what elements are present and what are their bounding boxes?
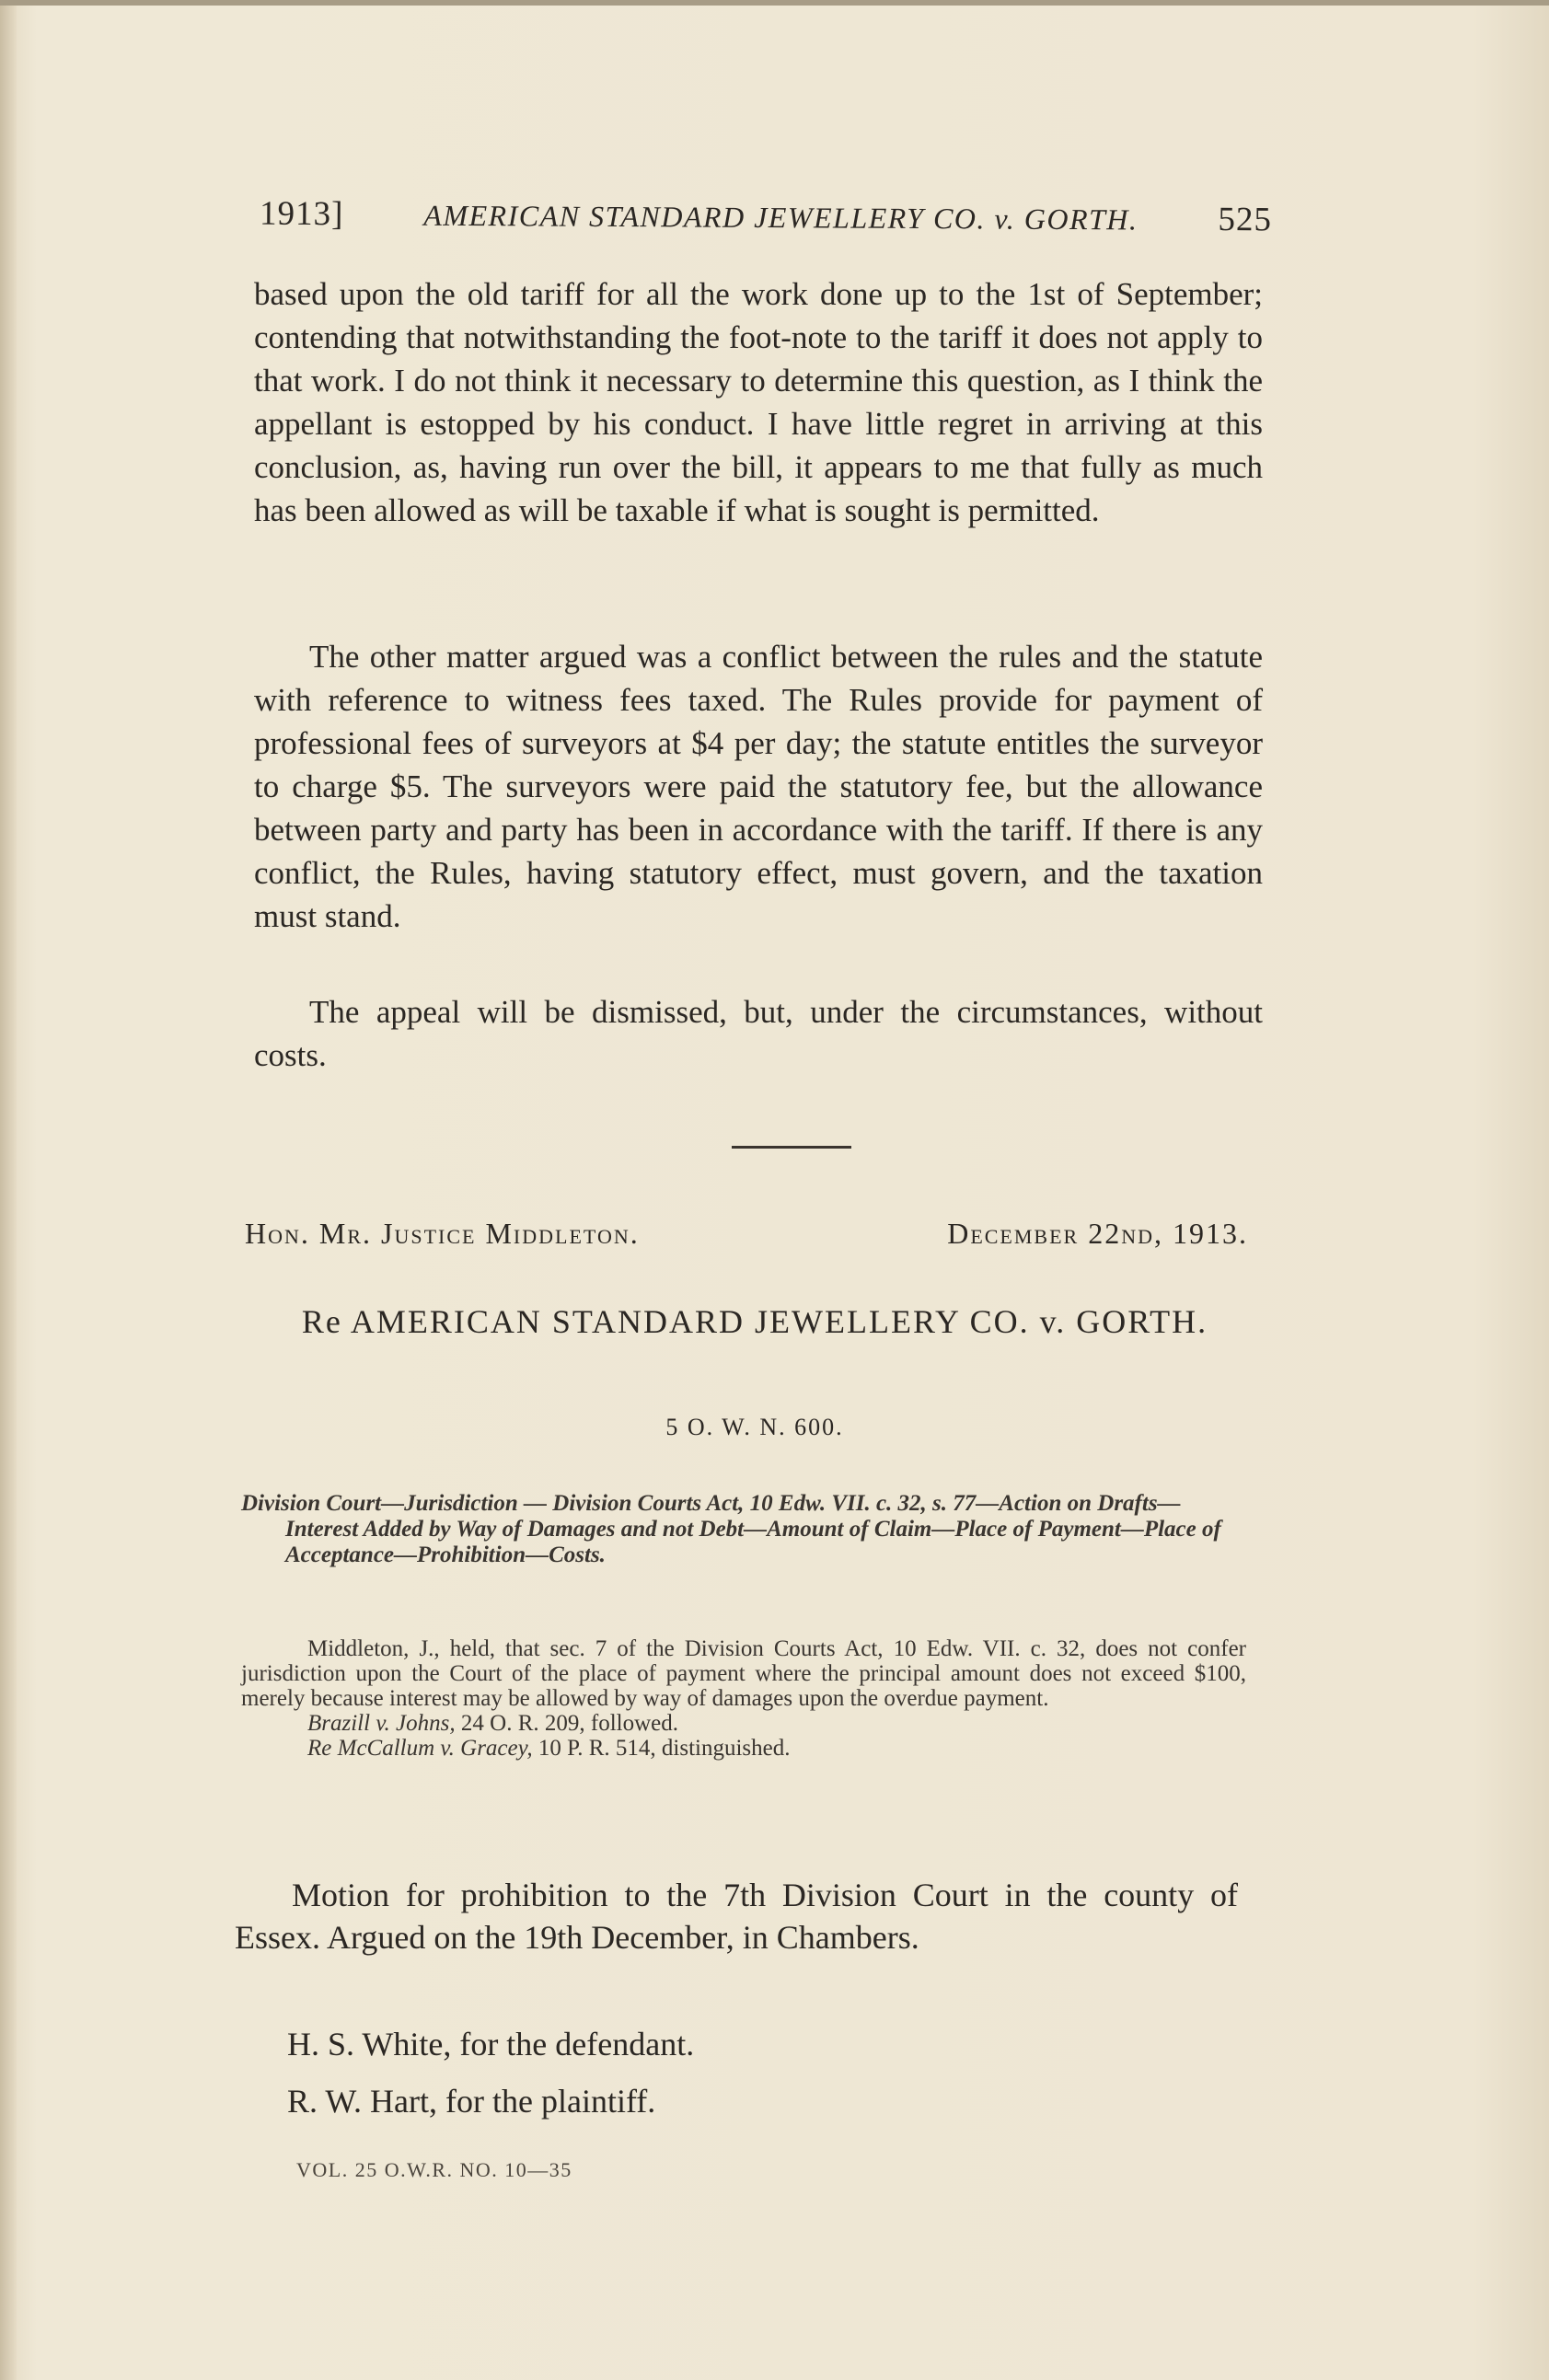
motion-paragraph [235,1874,1238,1958]
judge-name: Hon. Mr. Justice Middleton. [245,1217,640,1250]
paragraph-text: The other matter argued was a conflict between the rules and the statute with reference to witness fees taxed. The Rules provide for payment of professional fees of surveyors at $4 per day; the statute entitles the surveyor to charge $5. The surveyors were paid the statutory fee, but the allowance between party and party has been in accordance with the tariff. If there is any conflict, the Rules, having statutory effect, must govern, and the taxation must stand. [254,639,1263,934]
cited-case-1-ref: 24 O. R. 209, followed. [460,1711,678,1736]
body-paragraph-2 [254,635,1263,938]
case-title: Re AMERICAN STANDARD JEWELLERY CO. v. GORTH. [301,1303,1208,1340]
body-paragraph-1 [254,272,1263,532]
counsel-defendant: H. S. White, for the defendant. [287,2026,695,2062]
paragraph-text: based upon the old tariff for all the work done up to the 1st of September; contending that notwithstanding the foot-note to the tariff it does not apply to that work. I do not think it necessary to determine this question, as I think the appellant is estopped by his conduct. I have little regret in arriving at this conclusion, as, having run over the bill, it appears to me that fully as much has been allowed as will be taxable if what is sought is permitted. [254,276,1263,528]
headnote-text: Division Court—Jurisdiction — Division Courts Act, 10 Edw. VII. c. 32, s. 77—Action on Drafts—Interest Added by Way of Damages and not Debt—Amount of Claim—Place of Payment—Place of Acceptance—Prohibition—Costs. [241,1491,1221,1567]
counsel-plaintiff: R. W. Hart, for the plaintiff. [287,2083,656,2120]
decision-date: December 22nd, 1913. [947,1217,1248,1250]
cited-case-1-name: Brazill v. Johns, [307,1711,456,1736]
running-header [260,194,1272,240]
page-top-edge [0,0,1549,6]
paragraph-text: The appeal will be dismissed, but, under the circumstances, without costs. [254,994,1263,1073]
headnote [241,1491,1246,1568]
header-year: 1913] [259,194,344,234]
cited-case-2 [241,1736,1246,1761]
page-number: 525 [1218,201,1273,239]
cited-case-2-name: Re McCallum v. Gracey, [307,1736,533,1761]
page-binding-edge [0,0,17,2380]
cited-case-1 [241,1711,1246,1736]
held-summary [241,1636,1246,1761]
body-paragraph-3 [254,990,1263,1077]
header-title: AMERICAN STANDARD JEWELLERY CO. v. GORTH. [423,198,1139,237]
held-text: Middleton, J., held, that sec. 7 of the Division Courts Act, 10 Edw. VII. c. 32, does not confer jurisdiction upon the Court of the place of payment where the principal amount does not exceed $100, merely because interest may be allowed by way of damages upon the overdue payment. [241,1636,1246,1711]
case-judge-line [245,1217,1248,1251]
case-citation: 5 O. W. N. 600. [665,1414,844,1440]
signature-footer: VOL. 25 O.W.R. NO. 10—35 [296,2158,572,2181]
cited-case-2-ref: 10 P. R. 514, distinguished. [538,1736,791,1761]
motion-text: Motion for prohibition to the 7th Division Court in the county of Essex. Argued on the 19th December, in Chambers. [235,1877,1238,1956]
section-divider [732,1146,851,1149]
